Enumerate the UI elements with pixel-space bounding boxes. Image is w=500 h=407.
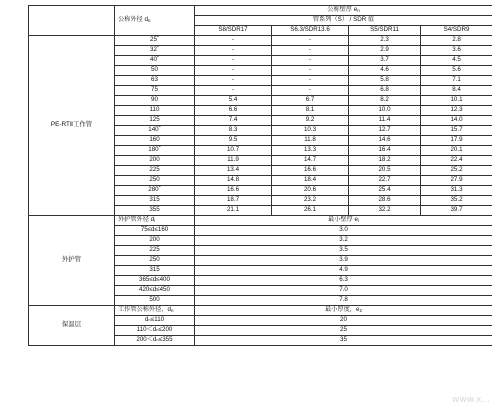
casing-diameter-cell: 225 (115, 246, 195, 256)
thickness-cell: 10.7 (195, 146, 272, 156)
insulation-diameter-cell: 200＜dₙ≤355 (115, 336, 195, 346)
casing-diameter-cell: 500 (115, 296, 195, 306)
casing-thickness-cell: 6.3 (195, 276, 493, 286)
thickness-cell: 6.6 (195, 106, 272, 116)
thickness-cell: - (272, 46, 349, 56)
insulation-diameter-cell: 110＜dₙ≤200 (115, 326, 195, 336)
thickness-cell: - (272, 66, 349, 76)
spec-sheet (28, 5, 492, 407)
series-col-header: S4/SDR9 (421, 26, 493, 36)
outer-casing-label: 外护管 (29, 216, 115, 306)
thickness-cell: 18.2 (349, 156, 421, 166)
outer-diameter-cell: 90 (115, 96, 195, 106)
thickness-cell: 7.4 (195, 116, 272, 126)
thickness-cell: 12.3 (421, 106, 493, 116)
thickness-cell: 18.7 (195, 196, 272, 206)
thickness-cell: 10.1 (421, 96, 493, 106)
thickness-cell: 17.9 (421, 136, 493, 146)
thickness-cell: 11.4 (349, 116, 421, 126)
thickness-cell: 26.1 (272, 206, 349, 216)
thickness-cell: 15.7 (421, 126, 493, 136)
pe-pipe-row (29, 36, 493, 46)
thickness-cell: 11.9 (195, 156, 272, 166)
thickness-cell: 9.2 (272, 116, 349, 126)
thickness-cell: 21.1 (195, 206, 272, 216)
thickness-cell: 5.8 (349, 76, 421, 86)
casing-diameter-cell: 420≤d≤450 (115, 286, 195, 296)
outer-diameter-cell: 40ˇ (115, 56, 195, 66)
outer-diameter-cell: 125 (115, 116, 195, 126)
thickness-cell: - (195, 66, 272, 76)
thickness-cell: 32.2 (349, 206, 421, 216)
outer-diameter-cell: 140ˇ (115, 126, 195, 136)
thickness-cell: 12.7 (349, 126, 421, 136)
casing-thickness-cell: 3.0 (195, 226, 493, 236)
thickness-cell: 8.4 (421, 86, 493, 96)
thickness-cell: 7.1 (421, 76, 493, 86)
thickness-cell: 28.6 (349, 196, 421, 206)
pe-rt-pipe-label: PE-RTⅡ工作管 (29, 36, 115, 216)
header-blank (29, 6, 115, 36)
series-col-header: S6.3/SDR13.6 (272, 26, 349, 36)
thickness-cell: 14.6 (349, 136, 421, 146)
thickness-cell: 35.2 (421, 196, 493, 206)
thickness-cell: - (195, 86, 272, 96)
thickness-cell: 8.1 (272, 106, 349, 116)
insulation-header-row (29, 306, 493, 316)
thickness-cell: - (272, 76, 349, 86)
thickness-cell: 2.3 (349, 36, 421, 46)
outer-diameter-cell: 25ˇ (115, 36, 195, 46)
thickness-cell: 8.3 (195, 126, 272, 136)
thickness-cell: 5.6 (421, 66, 493, 76)
casing-thickness-header: 最小壁厚 $e_i$ (195, 216, 493, 226)
thickness-cell: - (195, 56, 272, 66)
insulation-thickness-cell: 25 (195, 326, 493, 336)
spec-table-body (29, 6, 493, 346)
thickness-cell: 6.8 (349, 86, 421, 96)
thickness-cell: 16.4 (349, 146, 421, 156)
thickness-cell: - (195, 76, 272, 86)
thickness-cell: 25.4 (349, 186, 421, 196)
series-col-header: S8/SDR17 (195, 26, 272, 36)
thickness-cell: 3.7 (349, 56, 421, 66)
casing-header-row (29, 216, 493, 226)
outer-diameter-cell: 75 (115, 86, 195, 96)
outer-diameter-cell: 355 (115, 206, 195, 216)
thickness-cell: 4.6 (349, 66, 421, 76)
casing-thickness-cell: 3.2 (195, 236, 493, 246)
casing-thickness-cell: 4.9 (195, 266, 493, 276)
insulation-thickness-cell: 20 (195, 316, 493, 326)
casing-diameter-cell: 315 (115, 266, 195, 276)
casing-diameter-cell: 75≤d≤160 (115, 226, 195, 236)
thickness-cell: 20.1 (421, 146, 493, 156)
casing-thickness-cell: 3.5 (195, 246, 493, 256)
thickness-cell: 5.4 (195, 96, 272, 106)
casing-thickness-cell: 7.0 (195, 286, 493, 296)
casing-thickness-cell: 3.9 (195, 256, 493, 266)
thickness-cell: 4.5 (421, 56, 493, 66)
thickness-cell: 31.3 (421, 186, 493, 196)
insulation-thickness-header: 最小厚度，$e_2$ (195, 306, 493, 316)
thickness-cell: 10.0 (349, 106, 421, 116)
pipe-series-header: 管系列（S） / SDR 值 (195, 16, 493, 26)
thickness-cell: 16.6 (195, 186, 272, 196)
thickness-cell: 39.7 (421, 206, 493, 216)
outer-diameter-cell: 110 (115, 106, 195, 116)
outer-diameter-cell: 180ˇ (115, 146, 195, 156)
thickness-cell: 10.3 (272, 126, 349, 136)
casing-diameter-cell: 365≤d≤400 (115, 276, 195, 286)
thickness-cell: - (272, 56, 349, 66)
thickness-cell: 22.7 (349, 176, 421, 186)
insulation-label: 保温层 (29, 306, 115, 346)
thickness-cell: 13.4 (195, 166, 272, 176)
thickness-cell: - (195, 36, 272, 46)
casing-diameter-cell: 250 (115, 256, 195, 266)
outer-diameter-cell: 160 (115, 136, 195, 146)
thickness-cell: 22.4 (421, 156, 493, 166)
thickness-cell: - (195, 46, 272, 56)
thickness-cell: 9.5 (195, 136, 272, 146)
thickness-cell: 3.6 (421, 46, 493, 56)
thickness-cell: 25.2 (421, 166, 493, 176)
thickness-cell: 14.0 (421, 116, 493, 126)
outer-diameter-cell: 225 (115, 166, 195, 176)
casing-diameter-header: 外护管外径 $d_i$ (115, 216, 195, 226)
thickness-cell: 23.2 (272, 196, 349, 206)
casing-thickness-cell: 7.8 (195, 296, 493, 306)
thickness-cell: 18.4 (272, 176, 349, 186)
nominal-thickness-header: 公称壁厚 $e_n$ (195, 6, 493, 16)
outer-diameter-cell: 315 (115, 196, 195, 206)
header-row-1 (29, 6, 493, 16)
thickness-cell: 11.8 (272, 136, 349, 146)
thickness-cell: 6.7 (272, 96, 349, 106)
outer-diameter-cell: 32ˇ (115, 46, 195, 56)
thickness-cell: - (272, 86, 349, 96)
casing-diameter-cell: 200 (115, 236, 195, 246)
thickness-cell: 8.2 (349, 96, 421, 106)
outer-diameter-cell: 63 (115, 76, 195, 86)
thickness-cell: 16.6 (272, 166, 349, 176)
thickness-cell: 13.3 (272, 146, 349, 156)
thickness-cell: 20.6 (272, 186, 349, 196)
outer-diameter-cell: 50 (115, 66, 195, 76)
insulation-diameter-cell: dₙ≤110 (115, 316, 195, 326)
thickness-cell: 2.9 (349, 46, 421, 56)
thickness-cell: 14.8 (195, 176, 272, 186)
outer-diameter-cell: 200 (115, 156, 195, 166)
outer-diameter-cell: 280ˇ (115, 186, 195, 196)
insulation-thickness-cell: 35 (195, 336, 493, 346)
thickness-cell: 20.5 (349, 166, 421, 176)
outer-diameter-cell: 250 (115, 176, 195, 186)
series-col-header: S5/SDR11 (349, 26, 421, 36)
outer-diameter-header: 公称外径 $d_n$ (115, 6, 195, 36)
thickness-cell: 14.7 (272, 156, 349, 166)
thickness-cell: - (272, 36, 349, 46)
spec-table (28, 5, 492, 346)
insulation-diameter-header: 工作管公称外径，$d_n$ (115, 306, 195, 316)
watermark: www.x... (451, 395, 490, 405)
thickness-cell: 27.9 (421, 176, 493, 186)
thickness-cell: 2.8 (421, 36, 493, 46)
